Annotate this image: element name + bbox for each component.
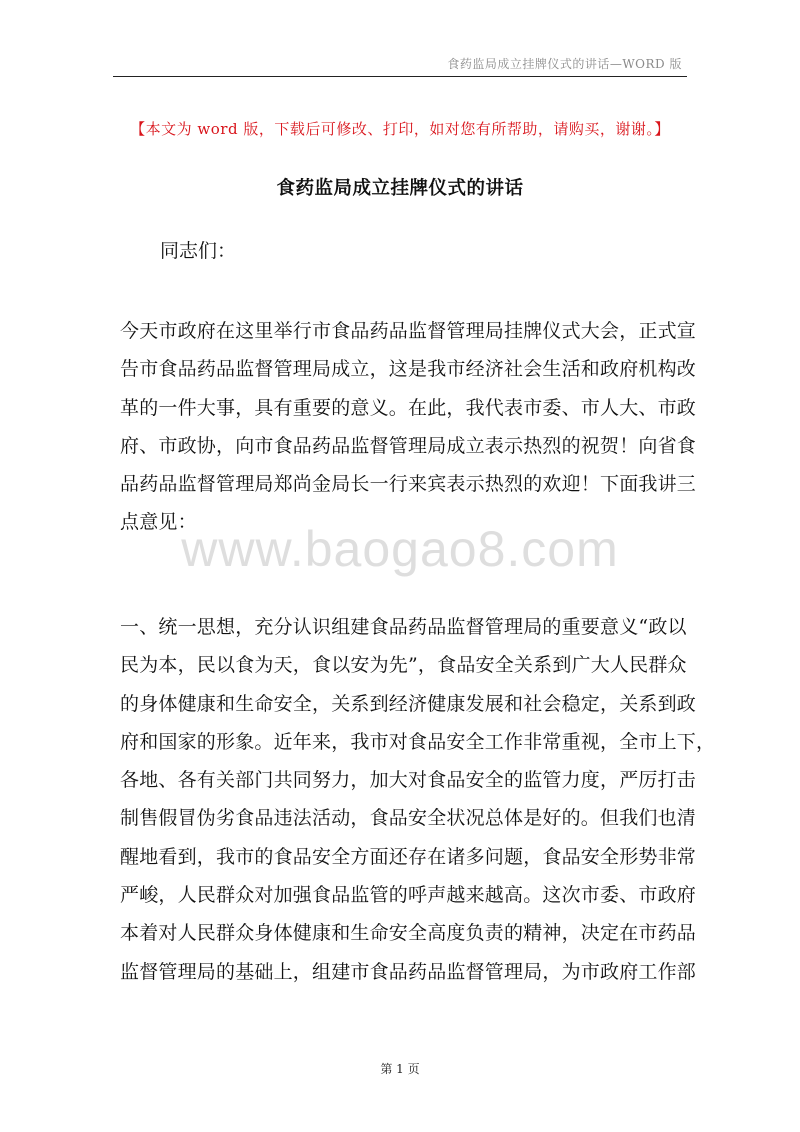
paragraph-section-one: [120, 608, 716, 991]
text-line: 告市食品药品监督管理局成立，这是我市经济社会生活和政府机构改: [120, 358, 697, 381]
text-line: 民为本，民以食为天，食以安为先”，食品安全关系到广大人民群众: [120, 654, 687, 677]
text-line: 一、统一思想，充分认识组建食品药品监督管理局的重要意义“政以: [120, 616, 687, 638]
text-line: 的身体健康和生命安全，关系到经济健康发展和社会稳定，关系到政: [120, 692, 697, 715]
text-line: 本着对人民群众身体健康和生命安全高度负责的精神，决定在市药品: [120, 922, 697, 945]
paragraph-intro: [120, 312, 697, 542]
text-line: 点意见：: [120, 511, 197, 534]
text-line: 府、市政协，向市食品药品监督管理局成立表示热烈的祝贺！向省食: [120, 434, 697, 457]
text-line: 制售假冒伪劣食品违法活动，食品安全状况总体是好的。但我们也清: [120, 807, 697, 830]
text-line: 府和国家的形象。近年来，我市对食品安全工作非常重视，全市上下，: [120, 730, 716, 753]
header-divider: [113, 76, 687, 77]
text-line: 品药品监督管理局郑尚金局长一行来宾表示热烈的欢迎！下面我讲三: [120, 473, 697, 496]
page-number: 第 1 页: [380, 1062, 420, 1076]
text-line: 监督管理局的基础上，组建市食品药品监督管理局，为市政府工作部: [120, 960, 697, 983]
salutation: 同志们：: [160, 240, 237, 262]
text-line: 革的一件大事，具有重要的意义。在此，我代表市委、市人大、市政: [120, 396, 697, 419]
purchase-notice: 【本文为 word 版，下载后可修改、打印，如对您有所帮助，请购买，谢谢。】: [130, 120, 670, 138]
text-line: 严峻，人民群众对加强食品监管的呼声越来越高。这次市委、市政府: [120, 884, 697, 907]
running-header: 食药监局成立挂牌仪式的讲话—WORD 版: [447, 57, 682, 71]
text-line: 各地、各有关部门共同努力，加大对食品安全的监管力度，严厉打击: [120, 769, 697, 792]
text-line: 醒地看到，我市的食品安全方面还存在诸多问题，食品安全形势非常: [120, 845, 697, 868]
document-title: 食药监局成立挂牌仪式的讲话: [276, 178, 524, 199]
text-line: 今天市政府在这里举行市食品药品监督管理局挂牌仪式大会，正式宣: [120, 320, 697, 342]
watermark: www.baogao8.com: [181, 521, 619, 577]
